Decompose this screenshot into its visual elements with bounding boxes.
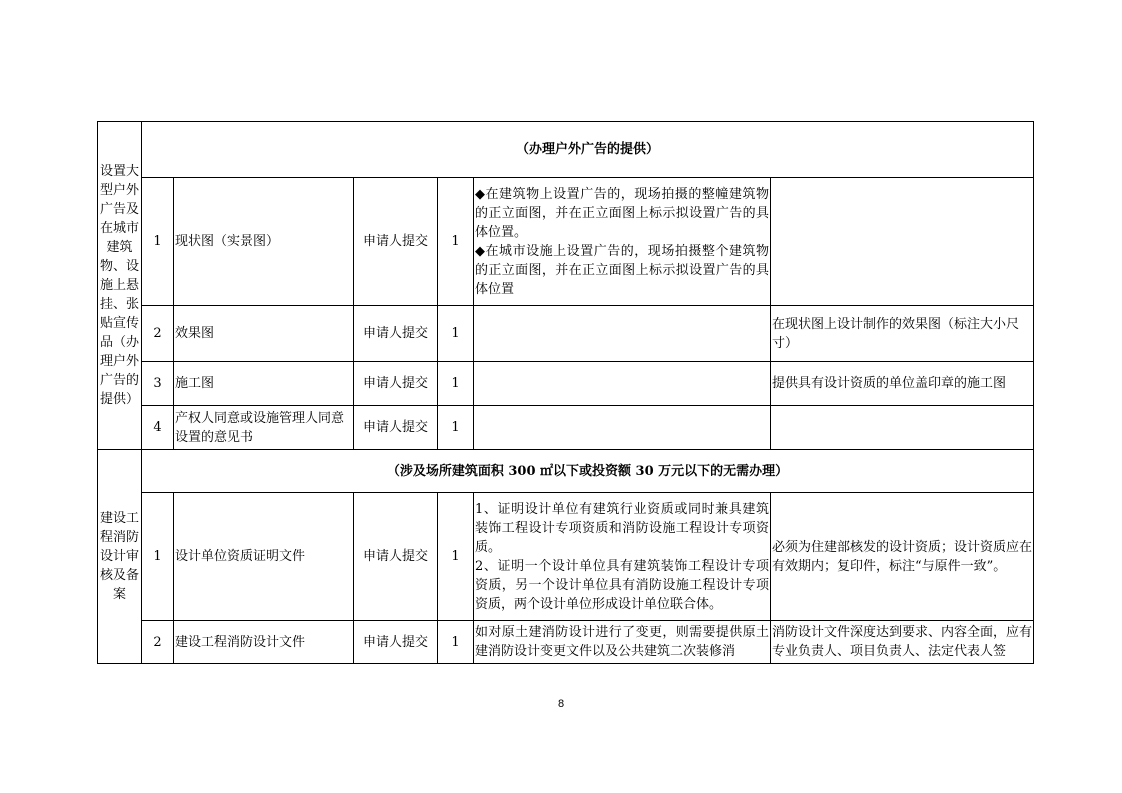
material-requirement [474, 406, 771, 450]
table-row [98, 362, 1034, 406]
material-requirement [474, 362, 771, 406]
requirements-table [97, 121, 1034, 664]
section-band: （涉及场所建筑面积 300 ㎡以下或投资额 30 万元以下的无需办理） [142, 450, 1034, 493]
material-source: 申请人提交 [354, 362, 438, 406]
section-band-row [98, 122, 1034, 178]
material-copies: 1 [438, 306, 474, 362]
material-source: 申请人提交 [354, 621, 438, 664]
section-band-row [98, 450, 1034, 493]
table-row [98, 406, 1034, 450]
material-note: 消防设计文件深度达到要求、内容全面，应有专业负责人、项目负责人、法定代表人签 [771, 621, 1034, 664]
material-note: 提供具有设计资质的单位盖印章的施工图 [771, 362, 1034, 406]
material-copies: 1 [438, 178, 474, 306]
material-name: 效果图 [174, 306, 354, 362]
table-row [98, 621, 1034, 664]
material-requirement: 1、证明设计单位有建筑行业资质或同时兼具建筑装饰工程设计专项资质和消防设施工程设计专项资质。 2、证明一个设计单位具有建筑装饰工程设计专项资质，另一个设计单位具有消防设施工程设计专项资质，两个设计单位形成设计单位联合体。 [474, 493, 771, 621]
material-note [771, 178, 1034, 306]
material-source: 申请人提交 [354, 406, 438, 450]
material-name: 产权人同意或设施管理人同意设置的意见书 [174, 406, 354, 450]
category-cell: 建设工程消防设计审核及备案 [98, 450, 142, 664]
row-number: 2 [142, 621, 174, 664]
table-row [98, 178, 1034, 306]
page-number: 8 [557, 698, 565, 710]
material-copies: 1 [438, 362, 474, 406]
material-note [771, 406, 1034, 450]
material-requirement: 如对原土建消防设计进行了变更，则需要提供原土建消防设计变更文件以及公共建筑二次装修消 [474, 621, 771, 664]
table-row [98, 493, 1034, 621]
material-source: 申请人提交 [354, 493, 438, 621]
material-source: 申请人提交 [354, 306, 438, 362]
material-name: 施工图 [174, 362, 354, 406]
material-requirement [474, 306, 771, 362]
section-band: （办理户外广告的提供） [142, 122, 1034, 178]
row-number: 4 [142, 406, 174, 450]
material-name: 现状图（实景图） [174, 178, 354, 306]
material-requirement: ◆在建筑物上设置广告的，现场拍摄的整幢建筑物的正立面图，并在正立面图上标示拟设置广告的具体位置。 ◆在城市设施上设置广告的，现场拍摄整个建筑物的正立面图，并在正立面图上标示拟设置广告的具体位置 [474, 178, 771, 306]
material-name: 建设工程消防设计文件 [174, 621, 354, 664]
material-source: 申请人提交 [354, 178, 438, 306]
row-number: 1 [142, 178, 174, 306]
table-row [98, 306, 1034, 362]
material-copies: 1 [438, 493, 474, 621]
material-note: 必须为住建部核发的设计资质；设计资质应在有效期内；复印件，标注“与原件一致”。 [771, 493, 1034, 621]
material-note: 在现状图上设计制作的效果图（标注大小尺寸） [771, 306, 1034, 362]
material-copies: 1 [438, 406, 474, 450]
row-number: 2 [142, 306, 174, 362]
material-copies: 1 [438, 621, 474, 664]
material-name: 设计单位资质证明文件 [174, 493, 354, 621]
row-number: 1 [142, 493, 174, 621]
row-number: 3 [142, 362, 174, 406]
category-cell: 设置大型户外广告及在城市建筑物、设施上悬挂、张贴宣传品（办理户外广告的提供） [98, 122, 142, 450]
